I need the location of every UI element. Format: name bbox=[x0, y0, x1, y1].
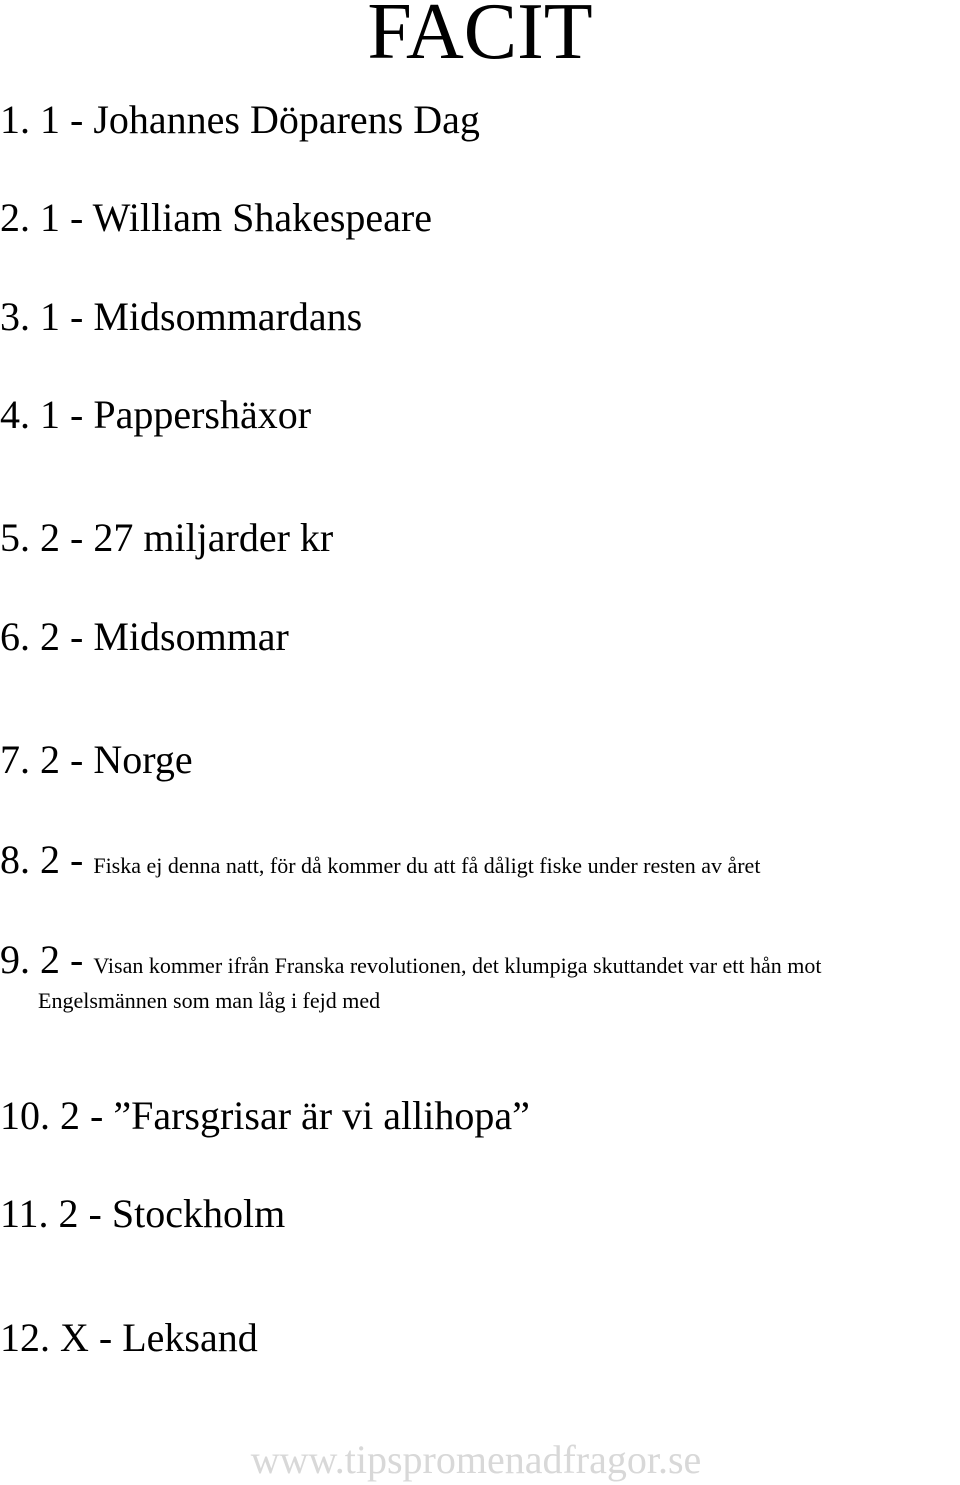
answer-number: 1. bbox=[0, 97, 30, 142]
answer-code: 2 - bbox=[40, 614, 84, 659]
answer-text: Johannes Döparens Dag bbox=[93, 97, 480, 142]
footer-url: www.tipspromenadfragor.se bbox=[250, 1437, 702, 1482]
answer-item-12 bbox=[0, 1315, 258, 1360]
answer-code: 2 - bbox=[40, 937, 84, 982]
answer-text: William Shakespeare bbox=[92, 195, 432, 240]
answer-text-continuation: Engelsmännen som man låg i fejd med bbox=[38, 988, 381, 1013]
answer-number: 2. bbox=[0, 195, 30, 240]
page-title: FACIT bbox=[367, 0, 593, 76]
answer-text: Leksand bbox=[122, 1315, 258, 1360]
answer-code: 2 - bbox=[40, 515, 84, 560]
answer-code: X - bbox=[60, 1315, 113, 1360]
answer-text: 27 miljarder kr bbox=[93, 515, 334, 560]
answer-code: 1 - bbox=[40, 97, 84, 142]
answer-code: 1 - bbox=[40, 392, 84, 437]
answer-text: Norge bbox=[93, 737, 193, 782]
answer-code: 2 - bbox=[60, 1093, 104, 1138]
answer-code: 1 - bbox=[40, 195, 84, 240]
answer-text: Fiska ej denna natt, för då kommer du att få dåligt fiske under resten av året bbox=[93, 853, 761, 878]
answer-number: 6. bbox=[0, 614, 30, 659]
answer-number: 5. bbox=[0, 515, 30, 560]
answer-item-5 bbox=[0, 515, 334, 560]
answer-code: 1 - bbox=[40, 294, 84, 339]
answer-number: 8. bbox=[0, 837, 30, 882]
answer-item-9 bbox=[0, 937, 822, 982]
answer-item-10 bbox=[0, 1093, 530, 1138]
answer-number: 9. bbox=[0, 937, 30, 982]
answer-item-3 bbox=[0, 294, 363, 339]
answer-code: 2 - bbox=[40, 737, 84, 782]
answer-item-6 bbox=[0, 614, 289, 659]
answer-number: 3. bbox=[0, 294, 30, 339]
answer-number: 4. bbox=[0, 392, 30, 437]
answer-item-8 bbox=[0, 837, 761, 882]
answer-number: 11. bbox=[0, 1191, 49, 1236]
answer-text: Stockholm bbox=[111, 1191, 286, 1236]
answer-item-4 bbox=[0, 392, 312, 437]
answer-item-7 bbox=[0, 737, 193, 782]
answer-number: 12. bbox=[0, 1315, 50, 1360]
answer-item-11 bbox=[0, 1191, 286, 1236]
answer-code: 2 - bbox=[58, 1191, 102, 1236]
answer-text: Midsommar bbox=[93, 614, 289, 659]
answer-item-2 bbox=[0, 195, 432, 240]
answer-item-1 bbox=[0, 97, 480, 142]
answer-text: Midsommardans bbox=[93, 294, 363, 339]
answer-text: Visan kommer ifrån Franska revolutionen, det klumpiga skuttandet var ett hån mot bbox=[93, 953, 822, 978]
answer-text: Pappershäxor bbox=[93, 392, 312, 437]
answer-text: ”Farsgrisar är vi allihopa” bbox=[113, 1093, 530, 1138]
answer-number: 7. bbox=[0, 737, 30, 782]
answer-number: 10. bbox=[0, 1093, 50, 1138]
answer-code: 2 - bbox=[40, 837, 84, 882]
